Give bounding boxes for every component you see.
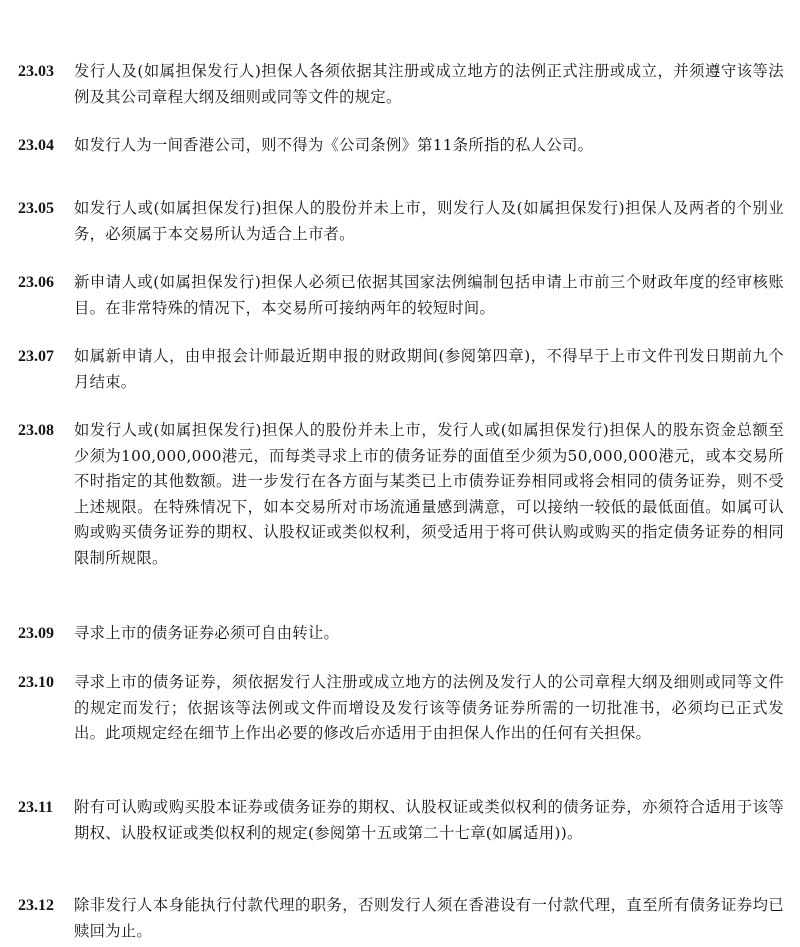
rule-text: 寻求上市的债务证券必须可自由转让。 (74, 624, 340, 642)
rule-text: 除非发行人本身能执行付款代理的职务，否则发行人须在香港设有一付款代理，直至所有债务证券均已赎回为止。 (74, 896, 784, 940)
rule-number: 23.09 (18, 625, 54, 642)
rule-text: 新申请人或(如属担保发行)担保人必须已依据其国家法例编制包括申请上市前三个财政年度的经审核账目。在非常特殊的情况下，本交易所可接纳两年的较短时间。 (74, 273, 784, 317)
rule-number: 23.11 (18, 799, 54, 816)
rule-number: 23.12 (18, 897, 54, 914)
rule-23-08 (18, 418, 784, 571)
rule-number: 23.03 (18, 63, 54, 80)
rule-text: 如发行人为一间香港公司，则不得为《公司条例》第11条所指的私人公司。 (74, 136, 594, 154)
rule-23-12 (18, 893, 784, 944)
rule-23-05 (18, 196, 784, 247)
rule-23-11 (18, 795, 784, 846)
rule-number: 23.06 (18, 274, 54, 291)
rule-number: 23.08 (18, 422, 54, 439)
rule-23-06 (18, 270, 784, 321)
rule-text: 如发行人或(如属担保发行)担保人的股份并未上市，则发行人及(如属担保发行)担保人及两者的个别业务，必须属于本交易所认为适合上市者。 (74, 199, 784, 243)
rule-number: 23.10 (18, 674, 54, 691)
rule-23-10 (18, 670, 784, 747)
rule-23-07 (18, 344, 784, 395)
rule-number: 23.04 (18, 137, 54, 154)
rule-text: 发行人及(如属担保发行人)担保人各须依据其注册或成立地方的法例正式注册或成立，并须遵守该等法例及其公司章程大纲及细则或同等文件的规定。 (74, 62, 784, 106)
rule-number: 23.07 (18, 348, 54, 365)
rule-text: 附有可认购或购买股本证券或债务证券的期权、认股权证或类似权利的债务证券，亦须符合适用于该等期权、认股权证或类似权利的规定(参阅第十五或第二十七章(如属适用))。 (74, 798, 784, 842)
rule-text: 如发行人或(如属担保发行)担保人的股份并未上市，发行人或(如属担保发行)担保人的股东资金总额至少须为100,000,000港元，而每类寻求上市的债务证券的面值至少须为50,000,000港元，或本交易所不时指定的其他数额。进一步发行在各方面与某类已上市债券证券相同或将会相同的债务证券，则不受上述规限。在特殊情况下，如本交易所对市场流通量感到满意，可以接纳一较低的最低面值。如属可认购或购买债务证券的期权、认股权证或类似权利，须受适用于将可供认购或购买的指定债务证券的相同限制所规限。 (74, 421, 784, 567)
rule-number: 23.05 (18, 200, 54, 217)
rule-23-09 (18, 621, 784, 647)
rule-text: 如属新申请人，由申报会计师最近期申报的财政期间(参阅第四章)，不得早于上市文件刊发日期前九个月结束。 (74, 347, 784, 391)
rule-23-04 (18, 133, 784, 159)
rule-23-03 (18, 59, 784, 110)
rule-text: 寻求上市的债务证券，须依据发行人注册或成立地方的法例及发行人的公司章程大纲及细则或同等文件的规定而发行；依据该等法例或文件而增设及发行该等债务证券所需的一切批准书，必须均已正式发出。此项规定经在细节上作出必要的修改后亦适用于由担保人作出的任何有关担保。 (74, 673, 784, 742)
